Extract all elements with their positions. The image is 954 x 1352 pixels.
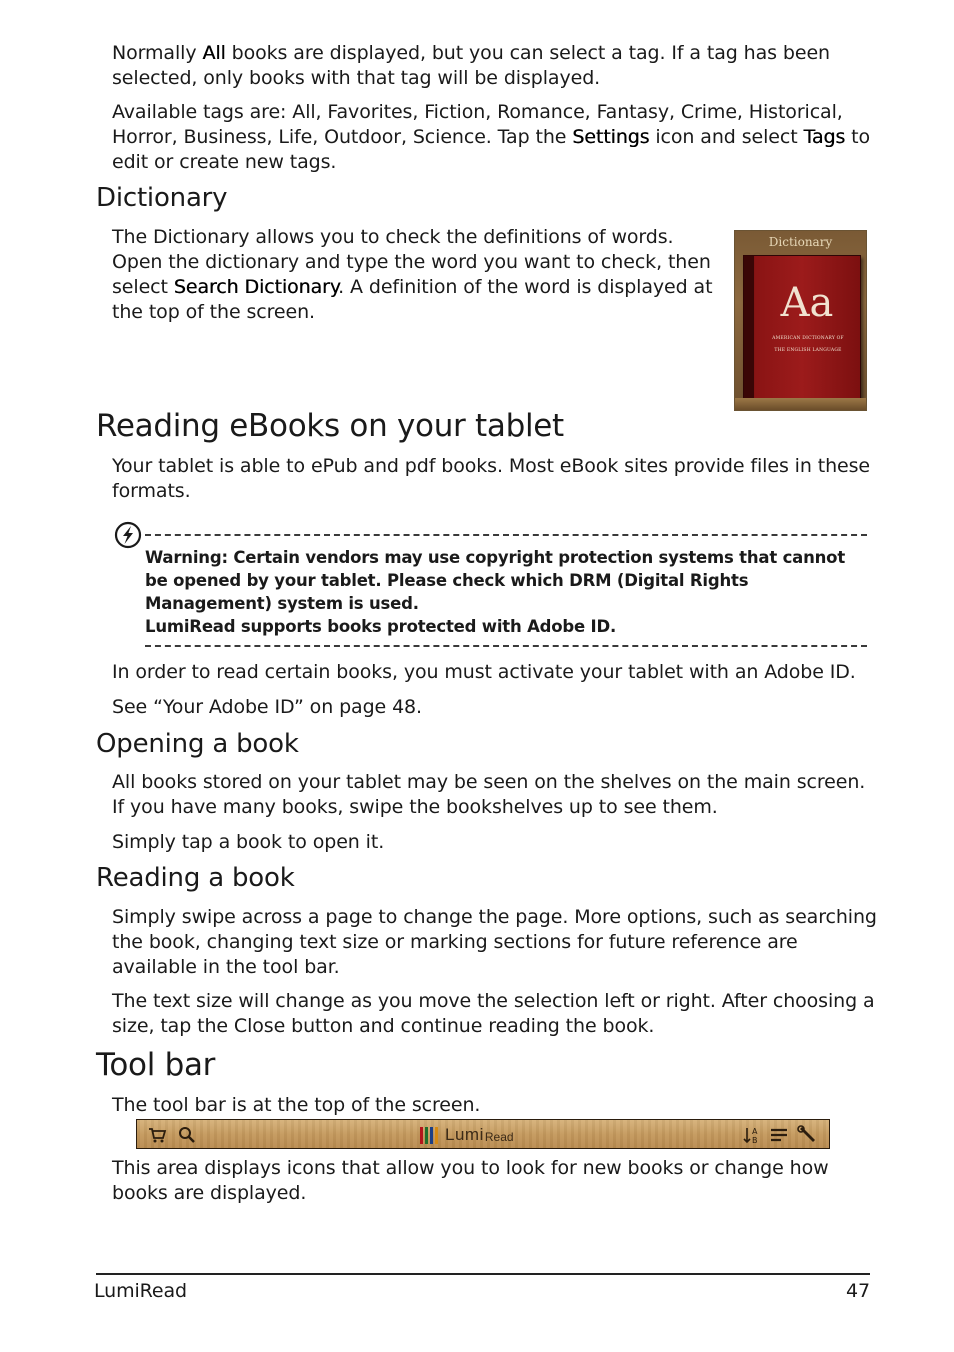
warning-bottom-divider — [145, 645, 867, 647]
book-spine — [744, 256, 754, 400]
dictionary-book-subtitle-1: AMERICAN DICTIONARY OF — [772, 336, 844, 341]
lumiread-logo — [420, 1125, 514, 1145]
sort-icon — [743, 1125, 763, 1145]
text: Available tags are: All, Favorites, Fiction, Romance, Fantasy, Crime, Historical, Horror, Business, Life, Outdoor, Science. Tap the — [112, 101, 843, 148]
heading-reading-ebooks: Reading eBooks on your tablet — [96, 408, 564, 444]
page-number: 47 — [846, 1280, 870, 1302]
warning-note — [145, 546, 869, 638]
heading-reading-book: Reading a book — [96, 863, 295, 893]
warning-text: Warning: Certain vendors may use copyright protection systems that cannot be opened by your tablet. Please check which DRM (Digital Rights Management) system is used. — [145, 548, 846, 613]
paragraph-formats: Your tablet is able to ePub and pdf books. Most eBook sites provide files in these formats. — [112, 455, 871, 502]
footer-title: LumiRead — [94, 1280, 188, 1302]
ui-term-tags: Tags — [803, 126, 846, 148]
paragraph-bookshelves: All books stored on your tablet may be seen on the shelves on the main screen. If you have many books, swipe the bookshelves up to see them. — [112, 771, 866, 818]
ui-term-search-dictionary: Search Dictionary — [173, 276, 339, 298]
paragraph-activate-adobe: In order to read certain books, you must activate your tablet with an Adobe ID. — [112, 661, 856, 683]
cart-icon — [147, 1125, 167, 1145]
paragraph-tags-intro — [112, 41, 872, 91]
warning-lightning-icon — [114, 521, 142, 549]
dictionary-image-title: Dictionary — [768, 235, 833, 249]
text: to edit or create new tags. — [112, 126, 870, 173]
logo-word-lumi: Lumi — [445, 1125, 484, 1144]
heading-dictionary: Dictionary — [96, 183, 228, 213]
text: icon and select — [649, 126, 804, 148]
paragraph-toolbar-location: The tool bar is at the top of the screen. — [112, 1094, 481, 1116]
list-icon — [769, 1125, 789, 1145]
paragraph-see-adobe-id: See “Your Adobe ID” on page 48. — [112, 696, 422, 718]
dictionary-app-image — [734, 230, 867, 411]
text: . A definition of the word is displayed at the top of the screen. — [112, 276, 713, 323]
svg-text:B: B — [752, 1136, 758, 1145]
paragraph-tap-book: Simply tap a book to open it. — [112, 831, 385, 853]
footer-rule — [96, 1273, 870, 1275]
paragraph-dictionary — [112, 225, 720, 325]
dictionary-book-aa: Aa — [780, 280, 834, 326]
wrench-icon — [797, 1125, 817, 1145]
ui-term-all: All — [202, 42, 226, 64]
toolbar-image — [136, 1119, 830, 1149]
text: Normally — [112, 42, 203, 64]
heading-tool-bar: Tool bar — [96, 1047, 216, 1083]
paragraph-toolbar-icons: This area displays icons that allow you to look for new books or change how books are displayed. — [112, 1157, 829, 1204]
warning-top-divider — [145, 534, 867, 536]
dictionary-book-subtitle-2: THE ENGLISH LANGUAGE — [774, 348, 842, 353]
logo-word-read: Read — [484, 1130, 514, 1144]
dictionary-book-icon — [743, 255, 861, 401]
heading-opening-book: Opening a book — [96, 729, 299, 759]
wood-shelf — [735, 398, 866, 410]
svg-text:A: A — [752, 1127, 758, 1136]
paragraph-text-size: The text size will change as you move the selection left or right. After choosing a size, tap the Close button and continue reading the book. — [112, 990, 875, 1037]
paragraph-swipe-page: Simply swipe across a page to change the page. More options, such as searching the book, changing text size or marking sections for future reference are available in the tool bar. — [112, 906, 877, 978]
text: books are displayed, but you can select a tag. If a tag has been selected, only books with that tag will be displayed. — [112, 42, 830, 89]
paragraph-available-tags — [112, 100, 872, 175]
text: The Dictionary allows you to check the definitions of words. Open the dictionary and type the word you want to check, then select — [112, 226, 711, 298]
ui-term-settings: Settings — [572, 126, 650, 148]
search-icon — [177, 1125, 197, 1145]
book-bars-icon — [420, 1126, 440, 1144]
warning-adobe-text: LumiRead supports books protected with Adobe ID. — [145, 617, 617, 636]
